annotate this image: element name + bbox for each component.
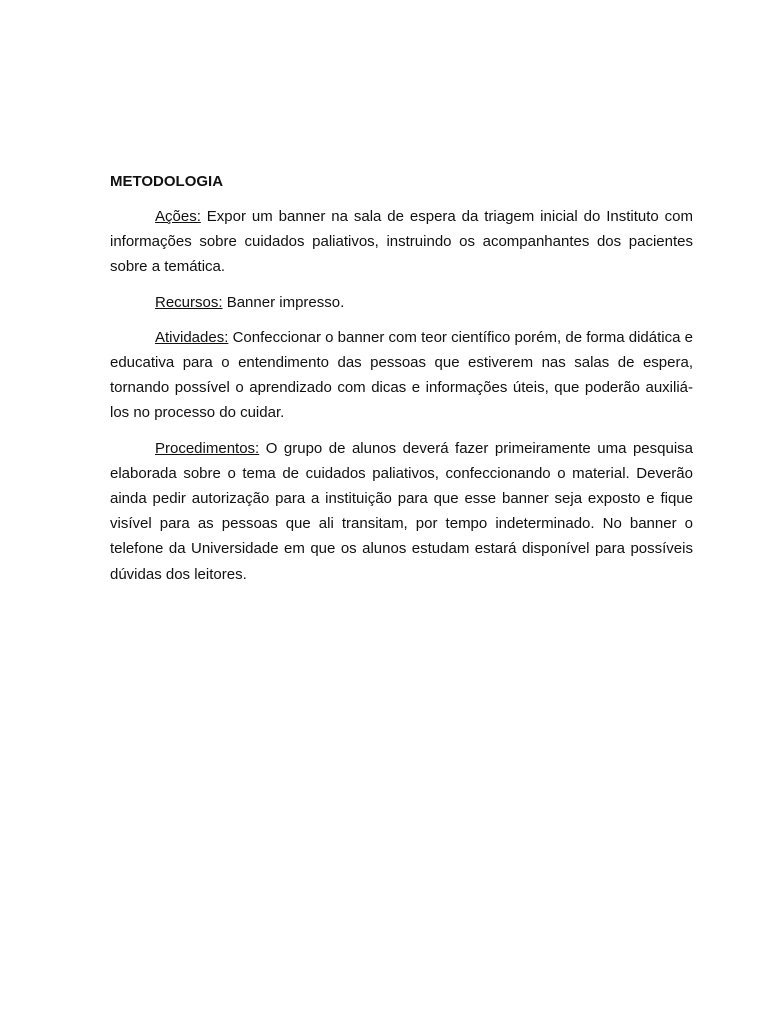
paragraph-text: O grupo de alunos deverá fazer primeiramente uma pesquisa elaborada sobre o tema de cuidados paliativos, confeccionando o material. Deverão ainda pedir autorização para a instituição para que esse banner seja exposto e fique visível para as pessoas que ali transitam, por tempo indeterminado. No banner o telefone da Universidade em que os alunos estudam estará disponível para possíveis dúvidas dos leitores. [110,439,694,583]
section-heading: METODOLOGIA [110,173,224,190]
paragraph-label: Recursos: [155,293,223,311]
paragraph-label: Ações: [155,208,201,225]
paragraph-label: Procedimentos: [155,439,260,457]
paragraph-text: Expor um banner na sala de espera da triagem inicial do Instituto com informações sobre cuidados paliativos, instruindo os acompanhantes dos pacientes sobre a temática. [110,208,693,276]
paragraph-procedimentos [110,436,693,587]
paragraph-text: Banner impresso. [226,293,345,311]
document-body [110,170,693,597]
paragraph-text: Confeccionar o banner com teor científico porém, de forma didática e educativa para o entendimento das pessoas que estiverem nas salas de espera, tornando possível o aprendizado com dicas e informações úteis, que poderão auxiliá-los no processo do cuidar. [110,328,693,422]
paragraph-acoes [110,204,693,280]
paragraph-atividades [110,325,693,426]
paragraph-label: Atividades: [155,328,229,346]
paragraph-recursos [110,290,693,315]
